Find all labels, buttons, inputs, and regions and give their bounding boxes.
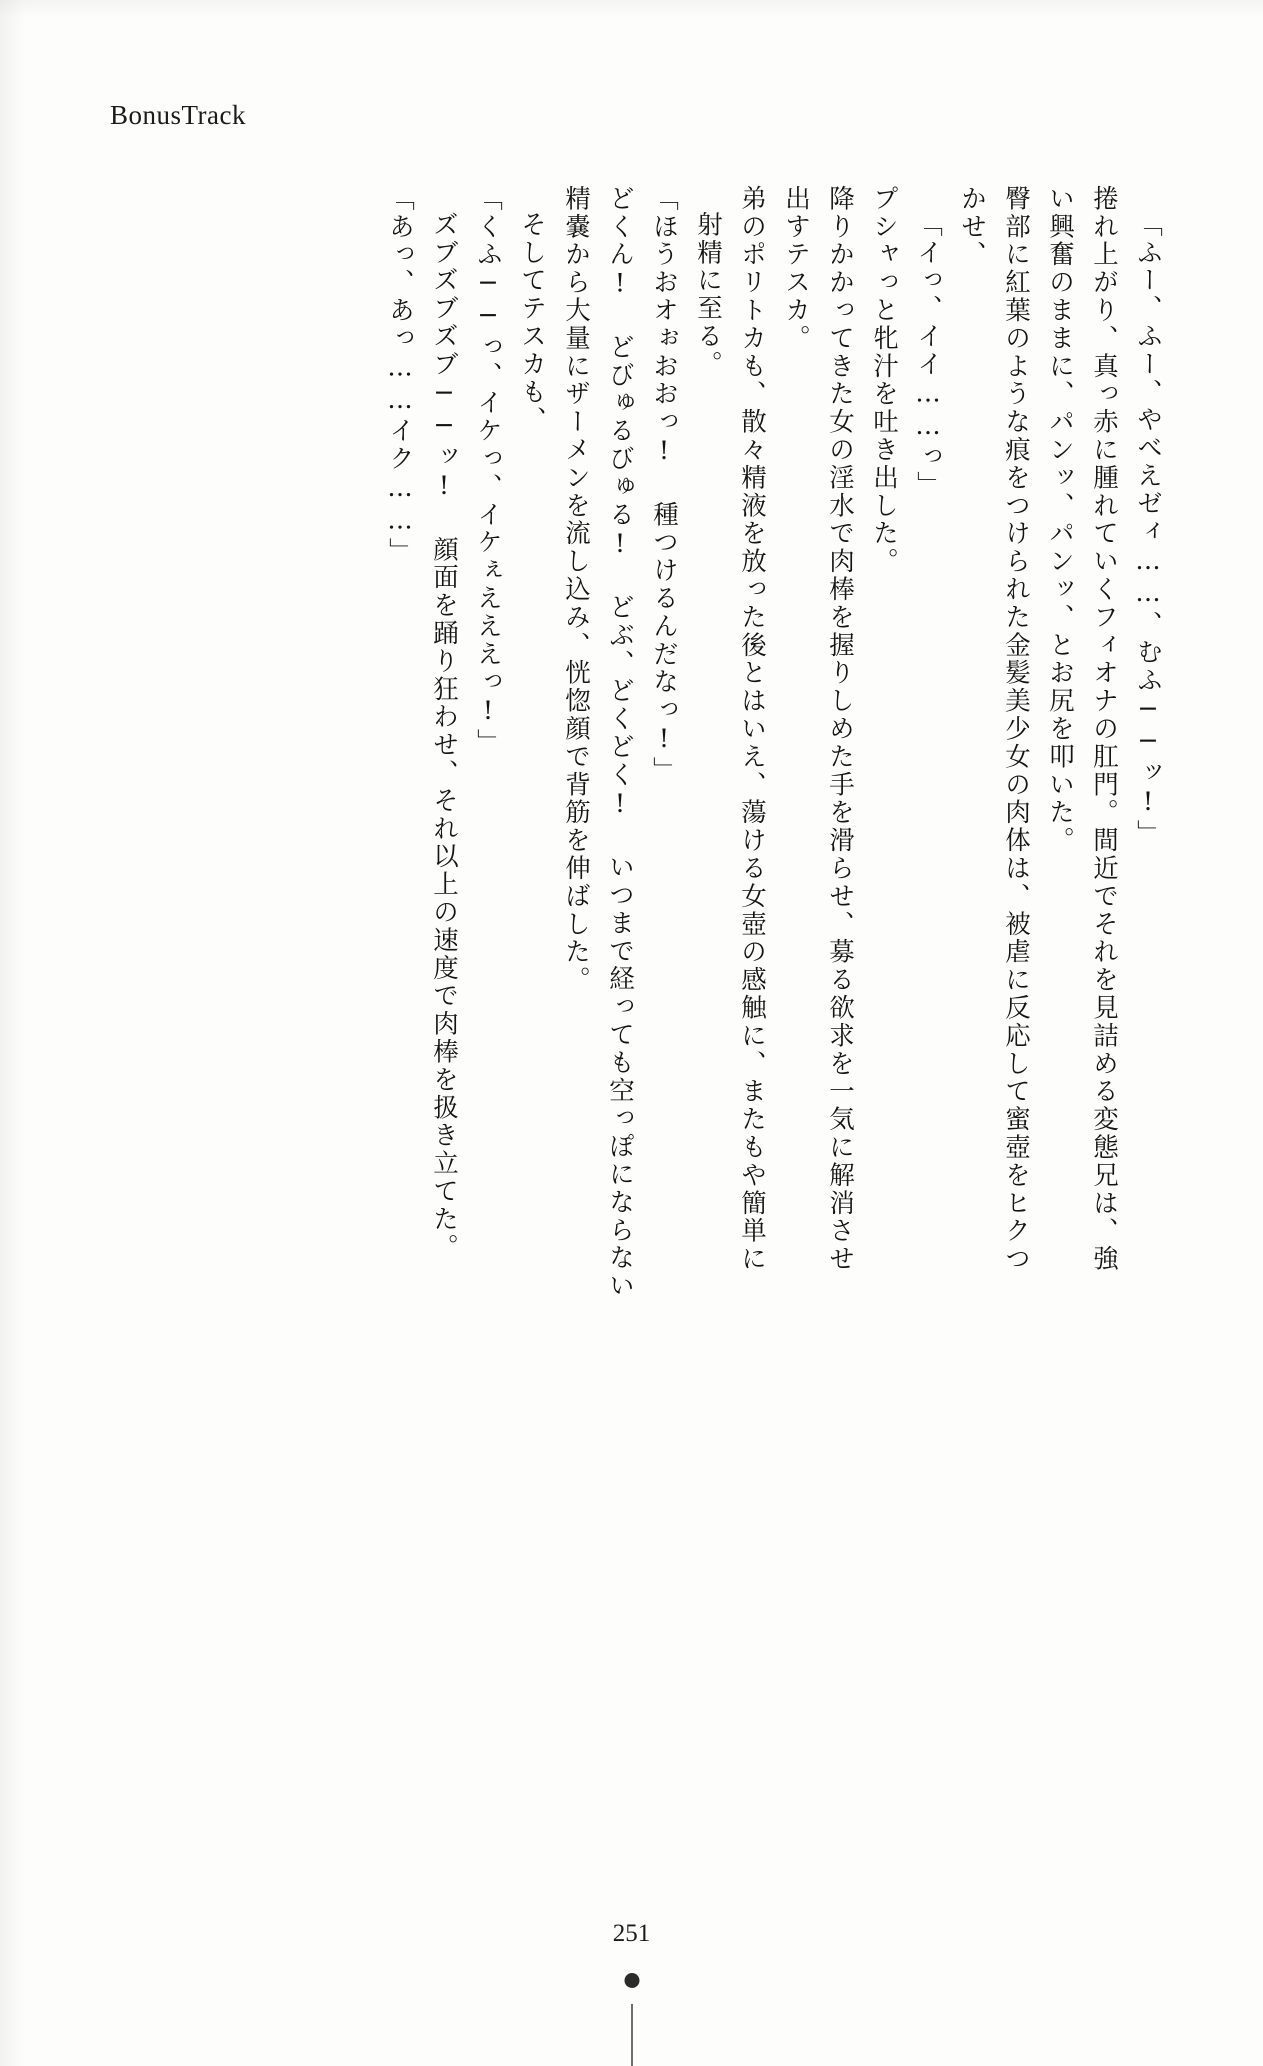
- text-column: 臀部に紅葉のような痕をつけられた金髪美少女の肉体は、被虐に反応して蜜壺をヒクつ: [1001, 185, 1031, 1274]
- text-column: 精嚢から大量にザーメンを流し込み、恍惚顔で背筋を伸ばした。: [561, 185, 591, 995]
- text-column: 「イっ、イイ……っ」: [913, 211, 943, 499]
- text-column: 捲れ上がり、真っ赤に腫れていくフィオナの肛門。間近でそれを見詰める変態兄は、強: [1089, 185, 1119, 1274]
- text-column: 射精に至る。: [693, 211, 723, 379]
- text-column: かせ、: [957, 185, 987, 269]
- text-column: 「ほうおオぉおおっ! 種つけるんだなっ!」: [649, 185, 679, 785]
- text-column: 弟のポリトカも、散々精液を放った後とはいえ、蕩ける女壺の感触に、またもや簡単に: [737, 185, 767, 1274]
- page-number: 251: [612, 1920, 651, 1947]
- vertical-text-body: [368, 185, 1163, 1325]
- text-column: プシャっと牝汁を吐き出した。: [869, 185, 899, 576]
- bookmark-dot-icon: [624, 1973, 639, 1988]
- bookmark-ribbon-icon: [631, 2004, 633, 2066]
- text-column: どくん! どびゅるびゅる! どぶ、どくどく! いつまで経っても空っぽにならない: [605, 185, 635, 1301]
- text-column: 「ふー、ふー、やべえゼィ……、むふ──ッ!」: [1133, 211, 1163, 848]
- text-column: 降りかかってきた女の淫水で肉棒を握りしめた手を滑らせ、募る欲求を一気に解消させ: [825, 185, 855, 1274]
- text-column: ズブズブズブ──ッ! 顔面を踊り狂わせ、それ以上の速度で肉棒を扱き立てた。: [429, 211, 459, 1262]
- text-column: 「くふ──っ、イケっ、イケぇえええっ!」: [473, 185, 503, 757]
- text-column: 出すテスカ。: [781, 185, 811, 353]
- text-column: 「あっ、あっ……イク……」: [385, 185, 415, 566]
- page-left-edge-shading: [0, 0, 26, 2066]
- page-top-edge-shading: [0, 0, 1263, 18]
- text-column: い興奮のままに、パンッ、パンッ、とお尻を叩いた。: [1045, 185, 1075, 855]
- text-column: そしてテスカも、: [517, 211, 547, 435]
- running-head: BonusTrack: [110, 100, 247, 130]
